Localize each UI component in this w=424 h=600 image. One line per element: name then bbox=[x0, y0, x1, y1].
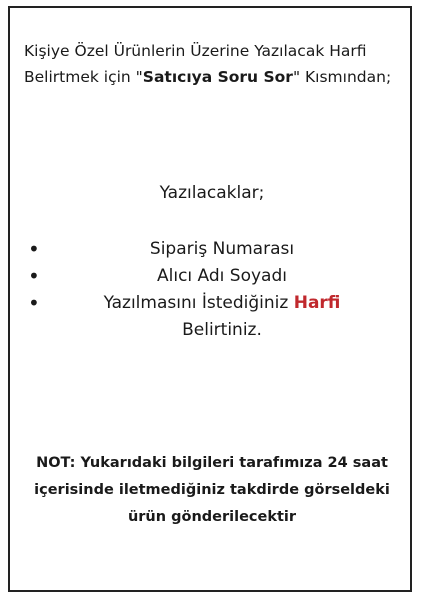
list-item bbox=[26, 263, 398, 290]
list-item-text: Sipariş Numarası bbox=[149, 239, 295, 259]
list-item-text: Alıcı Adı Soyadı bbox=[157, 266, 287, 286]
list-item-continuation bbox=[26, 317, 398, 344]
bullet-icon: • bbox=[28, 264, 40, 288]
section-title: Yazılacaklar; bbox=[159, 183, 265, 203]
list-item-text: Yazılmasını İstediğiniz bbox=[103, 293, 294, 313]
list-item bbox=[26, 236, 398, 263]
bullet-icon: • bbox=[28, 237, 40, 261]
intro-text-1: Kişiye Özel Ürünlerin Üzerine Yazılacak Harfi Belirtmek için " bbox=[24, 42, 367, 86]
intro-text-3: " Kısmından; bbox=[292, 68, 392, 86]
intro-paragraph bbox=[24, 38, 400, 90]
list-item bbox=[26, 290, 398, 317]
requirements-list bbox=[26, 236, 398, 344]
list-item-text: Belirtiniz. bbox=[182, 320, 262, 340]
note-text: NOT: Yukarıdaki bilgileri tarafımıza 24 saat içerisinde iletmediğiniz takdirde görseldeki ürün gönderilecektir bbox=[34, 455, 390, 525]
list-item-highlight: Harfi bbox=[293, 293, 341, 313]
intro-text-bold: Satıcıya Soru Sor bbox=[142, 68, 293, 86]
bullet-icon: • bbox=[28, 291, 40, 315]
